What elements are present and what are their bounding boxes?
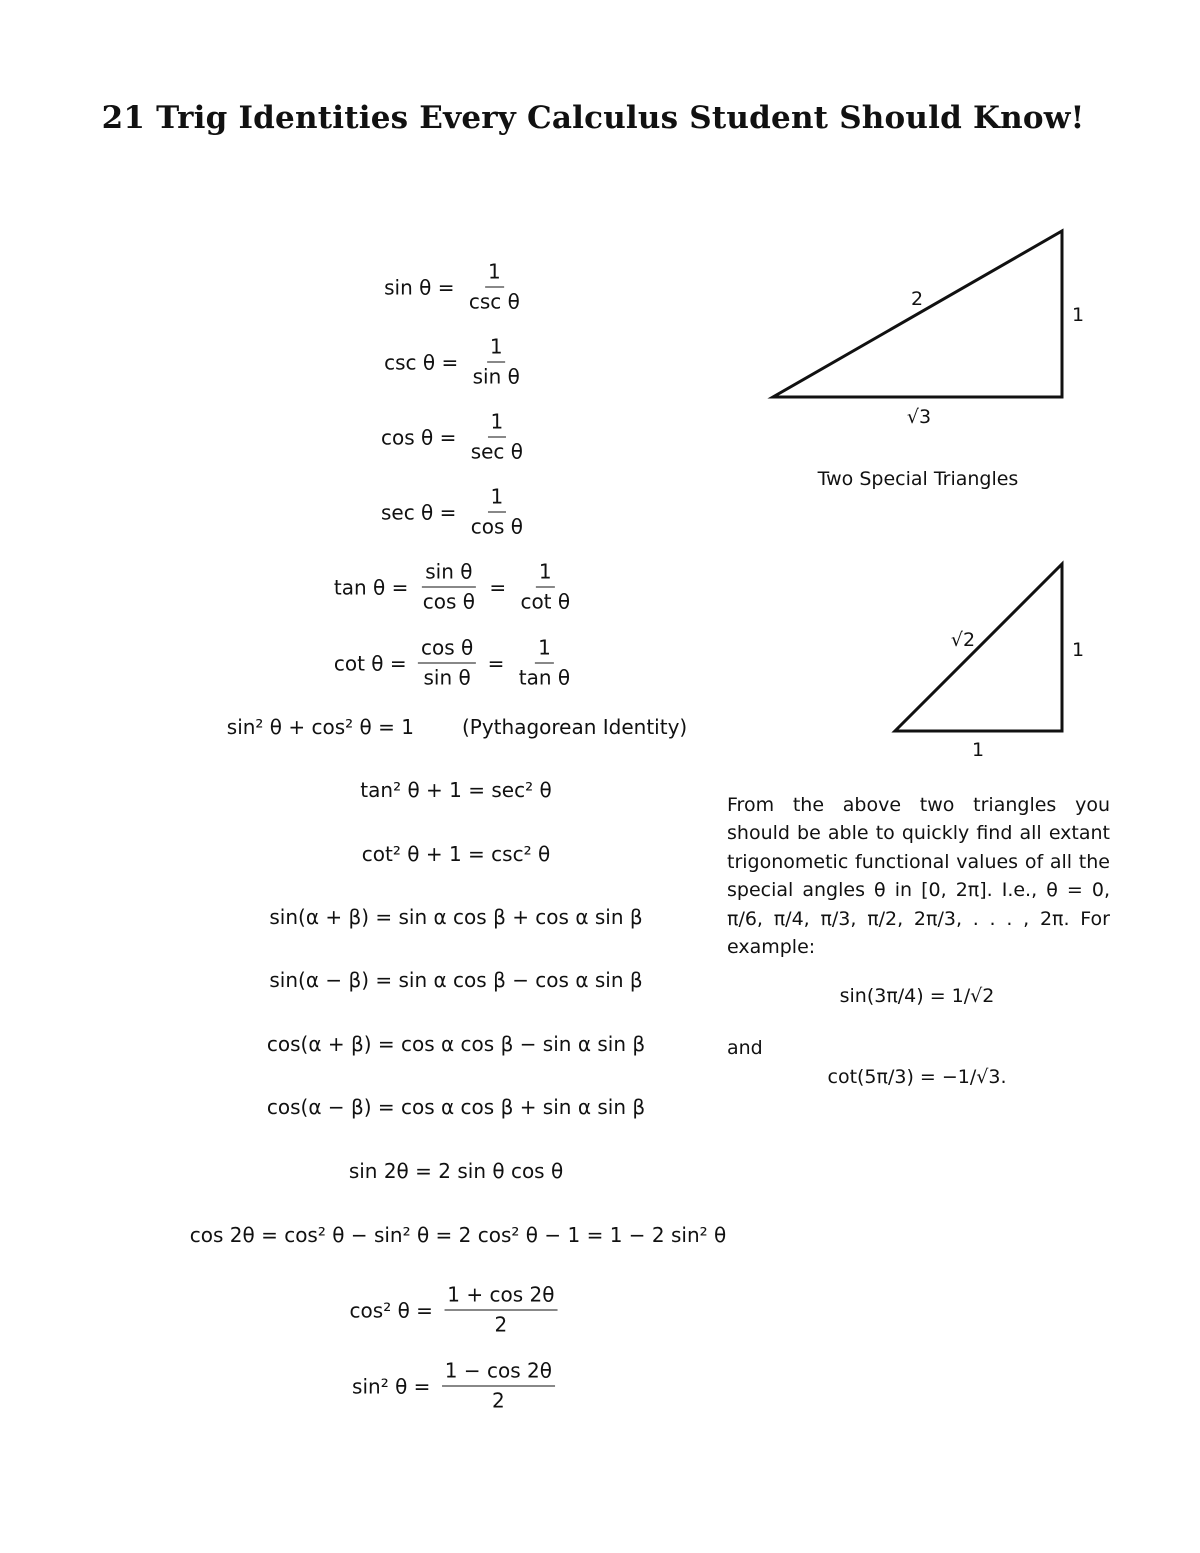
identity-equation bbox=[360, 778, 551, 802]
identity-equation bbox=[269, 968, 642, 992]
triangle-45-vertical-leg-label: 1 bbox=[1071, 639, 1085, 661]
fraction-numerator: cos θ bbox=[418, 637, 476, 664]
identity-equation bbox=[269, 905, 642, 929]
fraction-denominator: 2 bbox=[492, 1388, 505, 1413]
triangle-30-60-90 bbox=[773, 231, 1062, 397]
equation-text: tan² θ + 1 = sec² θ bbox=[360, 778, 552, 802]
triangle-30-60-vertical-leg-label: 1 bbox=[1071, 304, 1085, 326]
fraction-denominator: sec θ bbox=[470, 439, 524, 464]
equation-text: sin θ = bbox=[384, 275, 461, 299]
identity-row bbox=[0, 1195, 727, 1275]
example-sin-equation: sin(3π/4) = 1/√2 bbox=[839, 985, 995, 1007]
identity-note: (Pythagorean Identity) bbox=[461, 715, 688, 739]
fraction-denominator: sin θ bbox=[472, 364, 520, 389]
fraction-numerator: 1 bbox=[488, 486, 507, 513]
equation-text: sin² θ + cos² θ = 1 bbox=[226, 715, 414, 739]
fraction-numerator: 1 + cos 2θ bbox=[444, 1284, 557, 1311]
triangle-30-60-hypotenuse-label: 2 bbox=[910, 288, 924, 310]
identity-equation bbox=[190, 1223, 726, 1247]
equation-text: cos(α − β) = cos α cos β + sin α sin β bbox=[266, 1095, 646, 1119]
equation-text: sin 2θ = 2 sin θ cos θ bbox=[348, 1159, 564, 1183]
fraction-denominator: 2 bbox=[494, 1312, 508, 1337]
fraction-numerator: 1 bbox=[535, 637, 554, 664]
fraction-denominator: cos θ bbox=[422, 589, 475, 614]
example-cot-equation: cot(5π/3) = −1/√3. bbox=[827, 1066, 1007, 1088]
triangle-45-horizontal-leg-label: 1 bbox=[971, 739, 985, 761]
equation-text: sec θ = bbox=[380, 500, 463, 524]
identity-row bbox=[0, 1270, 720, 1350]
equation-text: tan θ = bbox=[333, 575, 415, 599]
fraction-denominator: cot θ bbox=[520, 589, 571, 614]
fraction-numerator: 1 bbox=[487, 411, 506, 438]
equation-text: = bbox=[482, 575, 513, 599]
equation-text: cos 2θ = cos² θ − sin² θ = 2 cos² θ − 1 = 1 − 2 sin² θ bbox=[189, 1223, 727, 1247]
fraction-denominator: tan θ bbox=[518, 665, 571, 690]
fraction-numerator: 1 − cos 2θ bbox=[442, 1360, 555, 1387]
equation-text: sin(α − β) = sin α cos β − cos α sin β bbox=[269, 968, 643, 992]
identity-row bbox=[0, 1346, 720, 1426]
identity-equation bbox=[352, 1360, 560, 1413]
identity-equation bbox=[362, 842, 550, 866]
triangle-30-60-horizontal-leg-label: √3 bbox=[906, 406, 932, 428]
and-text: and bbox=[727, 1037, 763, 1059]
fraction-numerator: 1 bbox=[485, 261, 504, 288]
fraction bbox=[442, 1360, 555, 1413]
explanation-paragraph: From the above two triangles you should be able to quickly find all extant trigonometic functional values of all the special angles θ in [0, 2π]. I.e., θ = 0, π/6, π/4, π/3, π/2, 2π/3, . . . , 2π. For example: bbox=[727, 794, 1110, 959]
fraction-numerator: 1 bbox=[487, 336, 506, 363]
identity-equation bbox=[267, 1095, 645, 1119]
equation-text: sin(α + β) = sin α cos β + cos α sin β bbox=[269, 905, 643, 929]
fraction-numerator: 1 bbox=[536, 561, 555, 588]
triangle-45-hypotenuse-label: √2 bbox=[950, 629, 976, 651]
equation-text: cos² θ = bbox=[349, 1298, 440, 1322]
identity-equation bbox=[267, 1032, 645, 1056]
fraction-denominator: csc θ bbox=[468, 289, 520, 314]
equation-text: cot θ = bbox=[333, 651, 414, 675]
equation-text: = bbox=[481, 651, 511, 675]
equation-text: cos θ = bbox=[380, 425, 463, 449]
identity-equation bbox=[350, 1284, 563, 1337]
triangles-caption: Two Special Triangles bbox=[817, 468, 1019, 490]
fraction bbox=[444, 1284, 557, 1337]
equation-text: sin² θ = bbox=[352, 1374, 437, 1398]
equation-text: cos(α + β) = cos α cos β − sin α sin β bbox=[266, 1032, 646, 1056]
fraction-denominator: sin θ bbox=[423, 665, 471, 690]
identity-equation bbox=[349, 1159, 563, 1183]
fraction-numerator: sin θ bbox=[422, 561, 475, 588]
page-title: 21 Trig Identities Every Calculus Student Should Know! bbox=[101, 100, 1085, 136]
fraction-denominator: cos θ bbox=[470, 514, 524, 539]
equation-text: csc θ = bbox=[384, 350, 465, 374]
triangle-45-45-90 bbox=[895, 564, 1062, 731]
equation-text: cot² θ + 1 = csc² θ bbox=[361, 842, 551, 866]
